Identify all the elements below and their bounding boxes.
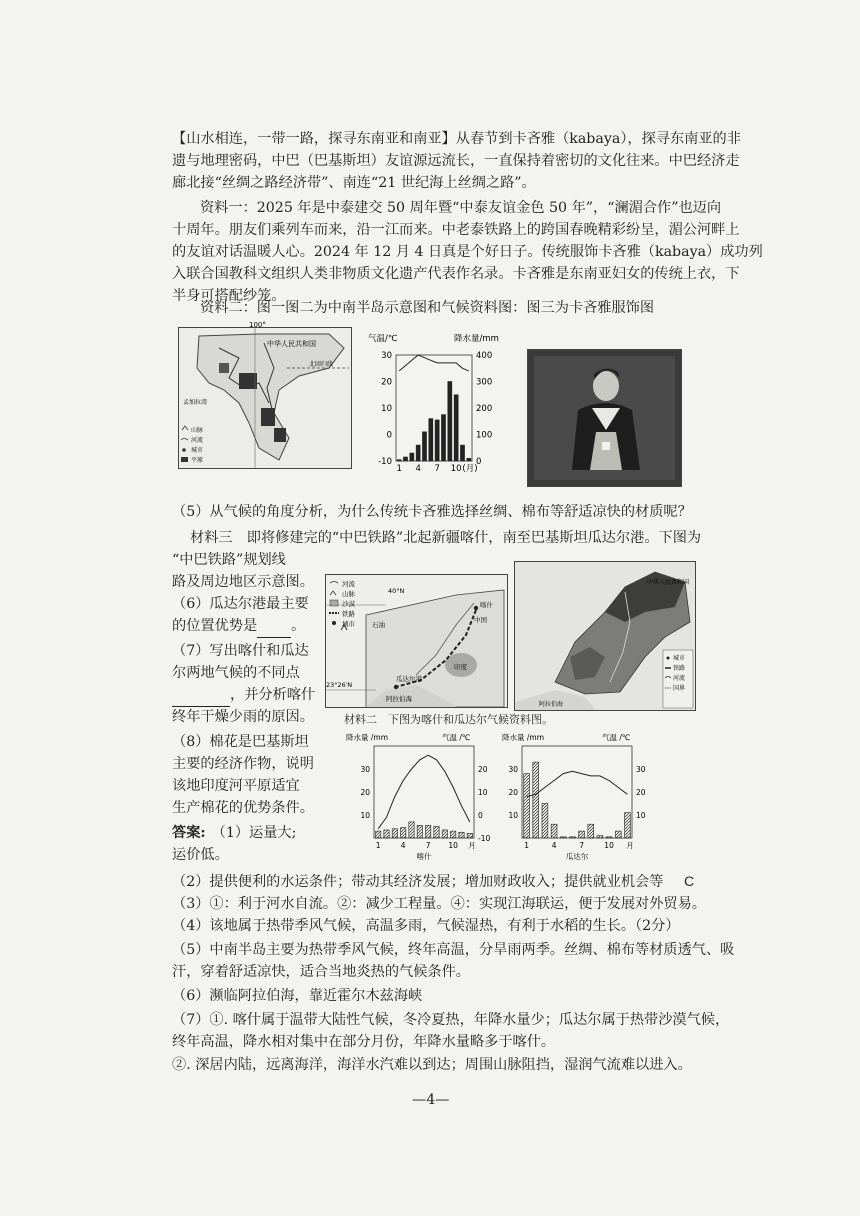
right-tick-label: 20 [636, 788, 646, 797]
map1-bay: 孟加拉湾 [183, 399, 208, 406]
material3-line-1: 材料三 即将修建完的“中巴铁路”北起新疆喀什，南至巴基斯坦瓜达尔港。下图为 [190, 530, 702, 546]
plot-frame [374, 746, 474, 838]
right-tick-label: 400 [476, 351, 493, 361]
map2-place-arabian-sea: 阿拉伯海 [386, 695, 412, 703]
right-tick-label: 0 [478, 811, 483, 820]
left-tick-label: 30 [360, 765, 370, 774]
material1-line-2: 十周年。朋友们乘列车而来，沿一江而来。中老泰铁路上的跨国春晚精彩纷呈，湄公河畔上 [172, 222, 740, 238]
answer-7-line-2: 终年高温，降水相对集中在部分月份，年降水量略多于喀什。 [172, 1034, 556, 1050]
left-tick-label: 0 [386, 430, 392, 441]
right-tick-label: 10 [636, 811, 646, 820]
map3-legend-river: 河流 [673, 675, 686, 682]
right-tick-label: 10 [478, 788, 488, 797]
x-tick-label: 7 [434, 464, 440, 474]
q6-answer-blank[interactable] [257, 615, 291, 638]
station-name: 喀什 [416, 852, 432, 861]
question-8-line-2: 主要的经济作物，说明 [172, 756, 314, 772]
kabaya-photo [527, 349, 682, 487]
question-7-line-4: 终年干燥少雨的原因。 [172, 709, 314, 725]
precip-bar-month-7 [426, 825, 431, 838]
x-tick-label: 1 [524, 841, 529, 850]
map2-place-gwadar: 瓜达尔港 [396, 675, 422, 683]
answer-4: （4）该地属于热带季风气候，高温多雨，气候湿热，有利于水稻的生长。（2分） [172, 918, 680, 934]
right-tick-label: 200 [476, 404, 493, 414]
answer-2: （2）提供便利的水运条件；带动其经济发展；增加财政收入；提供就业机会等 [172, 874, 664, 890]
precip-bar-month-11 [460, 445, 464, 461]
answer-5-line-2: 汗，穿着舒适凉快，适合当地炎热的气候条件。 [172, 964, 470, 980]
precip-bar-month-4 [551, 824, 557, 838]
precip-bar-month-10 [451, 831, 456, 838]
precip-bar-month-8 [434, 827, 439, 839]
precip-bar-month-2 [384, 830, 389, 838]
x-tick-label: 1 [396, 464, 402, 474]
temperature-line [378, 755, 470, 829]
material1-line-4: 入联合国教科文组织人类非物质文化遗产代表作名录。卡吝雅是东南亚妇女的传统上衣，下 [172, 266, 740, 282]
x-tick-label: 10 [448, 841, 458, 850]
answer-6: （6）濒临阿拉伯海，靠近霍尔木兹海峡 [172, 988, 423, 1004]
left-tick-label: 20 [360, 788, 370, 797]
right-tick-label: 300 [476, 377, 493, 388]
left-axis-title: 降水量 /mm [502, 733, 545, 742]
right-axis-title: 降水量/mm [454, 334, 499, 344]
x-tick-label: (月) [462, 464, 478, 474]
kashgar-climate-chart [344, 730, 504, 860]
answer-line-1: 答案: （1）运量大; [172, 825, 297, 841]
precip-bar-month-6 [429, 419, 433, 461]
q7-answer-blank[interactable] [172, 684, 230, 707]
precip-bar-month-7 [435, 420, 439, 461]
left-tick-label: 30 [381, 351, 392, 361]
left-tick-label: 10 [508, 811, 518, 820]
temperature-line [399, 355, 469, 371]
precip-bar-month-6 [569, 837, 575, 838]
map1-legend-river: 河流 [191, 437, 204, 444]
map2-legend-desert: 沙漠 [342, 600, 355, 608]
gwadar-climate-chart [502, 730, 680, 860]
left-axis-title: 气温/℃ [368, 334, 398, 344]
station-name: 瓜达尔 [565, 852, 589, 861]
map1-legend-mountain: 山脉 [191, 427, 204, 434]
pakistan-topo-map [514, 561, 696, 711]
map3-country: 中华人民共和国 [647, 579, 690, 586]
x-tick-label: 7 [579, 841, 584, 850]
material3-line-3: 路及周边地区示意图。 [172, 574, 314, 590]
map3-legend-border: 国界 [673, 685, 686, 692]
map1-country: 中华人民共和国 [267, 340, 316, 348]
x-tick-label: 4 [551, 841, 557, 850]
precip-bar-month-12 [467, 458, 471, 461]
map3-legend-city: 城市 [673, 655, 686, 662]
precip-bar-month-1 [397, 460, 401, 461]
answer-2-mark: C [684, 874, 695, 890]
intro-line-3: 廊北接“丝绸之路经济带”、南连“21 世纪海上丝绸之路”。 [172, 175, 536, 191]
map1-legend-city: 城市 [191, 447, 204, 454]
precip-bar-month-8 [588, 824, 594, 838]
left-tick-label: 20 [508, 788, 518, 797]
right-tick-label: 0 [476, 457, 482, 467]
precip-bar-month-11 [459, 832, 464, 838]
left-tick-label: -10 [378, 457, 392, 467]
temperature-line [527, 771, 628, 796]
right-tick-label: -10 [478, 834, 491, 843]
x-tick-label: 4 [415, 464, 421, 474]
precip-bar-month-4 [401, 828, 406, 838]
precip-bar-month-12 [467, 833, 472, 838]
answer-7-line-1: （7）①. 喀什属于温带大陆性气候，冬冷夏热，年降水量少；瓜达尔属于热带沙漠气候， [172, 1012, 730, 1028]
material2-caption: 资料二：图一图二为中南半岛示意图和气候资料图：图三为卡吝雅服饰图 [200, 300, 655, 316]
map2-legend-river: 河流 [342, 580, 355, 588]
material1-line-3: 的友谊对话温暖人心。2024 年 12 月 4 日真是个好日子。传统服饰卡吝雅（kabaya）成功列 [172, 244, 763, 260]
map2-legend-mountain: 山脉 [342, 590, 355, 598]
right-axis-title: 气温 /℃ [442, 733, 471, 742]
question-7-line-1: （7）写出喀什和瓜达 [172, 643, 309, 659]
map3-sea: 阿拉伯海 [539, 701, 564, 708]
question-8-line-3: 该地印度河平原适宜 [172, 778, 300, 794]
answer-7-line-3: ②. 深居内陆，远离海洋，海洋水汽难以到达；周围山脉阻挡，湿润气流难以进入。 [172, 1057, 692, 1073]
precip-bar-month-9 [597, 836, 603, 838]
answer-5-line-1: （5）中南半岛主要为热带季风气候，终年高温，分旱雨两季。丝绸、棉布等材质透气、吸 [172, 942, 735, 958]
railway-map [325, 574, 508, 708]
indochina-climate-chart [362, 327, 512, 472]
question-5: （5）从气候的角度分析，为什么传统卡吝雅选择丝绸、棉布等舒适凉快的材质呢？ [172, 504, 692, 520]
precip-bar-month-8 [441, 415, 445, 461]
answer-3: （3）①：利于河水自流。②：减少工程量。④：实现江海联运，便于发展对外贸易。 [172, 896, 706, 912]
precip-bar-month-5 [409, 822, 414, 838]
material1-line-1: 资料一：2025 年是中泰建交 50 周年暨“中泰友谊金色 50 年”，“澜湄合作”也迈向 [200, 200, 722, 216]
precip-bar-month-11 [615, 831, 621, 838]
x-tick-label: 10 [450, 464, 462, 474]
intro-line-2: 遗与地理密码，中巴（巴基斯坦）友谊源远流长，一直保持着密切的文化往来。中巴经济走 [172, 153, 740, 169]
x-tick-label: 7 [425, 841, 431, 850]
precip-bar-month-10 [606, 837, 612, 838]
question-7-line-3: ，并分析喀什 [172, 684, 315, 707]
question-8-line-4: 生产棉花的优势条件。 [172, 800, 314, 816]
precip-bar-month-10 [454, 395, 458, 461]
page-number: —4— [412, 1092, 450, 1108]
precip-bar-month-12 [624, 813, 630, 838]
precip-bar-month-5 [560, 837, 566, 838]
precip-bar-month-9 [448, 382, 452, 462]
map2-place-china: 中国 [474, 616, 487, 624]
left-tick-label: 30 [508, 765, 518, 774]
material1-line-5: 半身可搭配纱笼。 [172, 288, 286, 304]
precip-bar-month-9 [442, 830, 447, 838]
precip-bar-month-6 [417, 825, 422, 838]
right-tick-label: 30 [636, 765, 646, 774]
map2-legend-city: 城市 [342, 620, 355, 628]
x-tick-label: 10 [604, 841, 614, 850]
x-tick-label: 1 [375, 841, 381, 850]
material3-line-2: “中巴铁路”规划线 [172, 552, 286, 568]
left-tick-label: 10 [381, 404, 392, 414]
map2-place-kashgar: 喀什 [480, 601, 493, 609]
answer-line-1b: 运价低。 [172, 847, 229, 863]
x-tick-label: 月 [626, 841, 634, 850]
precip-bar-month-5 [422, 432, 426, 461]
map1-lon: 100° [249, 321, 266, 329]
map2-lat-top: 40°N [388, 587, 405, 595]
question-7-line-2: 尔两地气候的不同点 [172, 665, 300, 681]
precip-bar-month-1 [376, 831, 381, 838]
question-6-line-2: 的位置优势是 。 [172, 615, 305, 638]
precip-bar-month-3 [392, 829, 397, 838]
question-8-line-1: （8）棉花是巴基斯坦 [172, 734, 309, 750]
map2-lat-bottom: 23°26′N [326, 681, 353, 689]
question-6-line-1: （6）瓜达尔港最主要 [172, 596, 309, 612]
left-tick-label: 10 [360, 811, 370, 820]
precip-bar-month-1 [524, 774, 530, 838]
map1-tropic: 北回归线 [309, 361, 334, 368]
map2-place-oil: 石油 [372, 621, 385, 629]
left-tick-label: 20 [381, 377, 392, 388]
indochina-map [178, 321, 352, 469]
right-tick-label: 100 [476, 430, 493, 441]
x-tick-label: 月 [468, 841, 476, 850]
right-axis-title: 气温 /℃ [602, 733, 631, 742]
precip-bar-month-3 [542, 804, 548, 839]
left-axis-title: 降水量 /mm [346, 733, 389, 742]
material2b-caption: 材料二 下图为喀什和瓜达尔气候资料图。 [344, 713, 553, 726]
map3-legend-rail: 铁路 [673, 665, 686, 672]
precip-bar-month-7 [579, 831, 585, 838]
map2-legend-railway: 铁路 [342, 610, 355, 618]
right-tick-label: 20 [478, 765, 488, 774]
x-tick-label: 4 [400, 841, 406, 850]
intro-line-1: 【山水相连，一带一路，探寻东南亚和南亚】从春节到卡吝雅（kabaya），探寻东南亚的非 [172, 131, 741, 147]
precip-bar-month-2 [403, 457, 407, 461]
precip-bar-month-3 [410, 453, 414, 461]
precip-bar-month-4 [416, 445, 420, 461]
answer-label: 答案: [172, 825, 206, 841]
map2-place-india: 印度 [454, 663, 467, 671]
map1-legend-plain: 平原 [191, 457, 204, 464]
precip-bar-month-2 [533, 762, 539, 838]
